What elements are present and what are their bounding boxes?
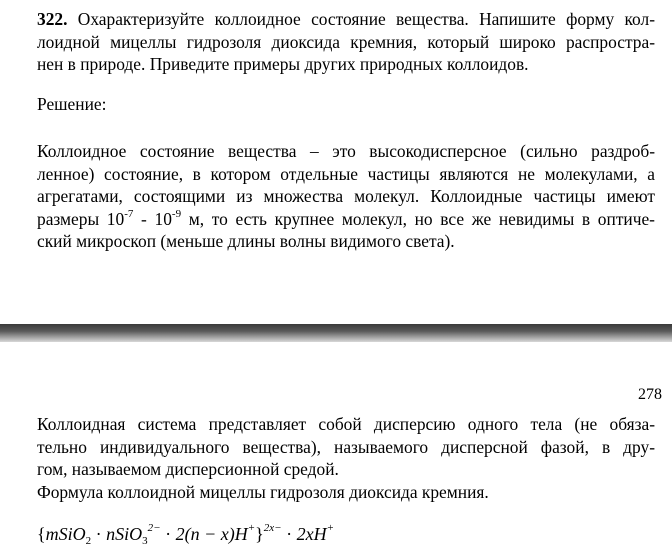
formula-counter-ions: 2xH: [296, 524, 327, 544]
task-number: 322.: [37, 9, 68, 29]
page-separator: [0, 324, 672, 342]
p1-line-4: размеры $10^{-7} - 10^{-9}$ м, то есть крупнее молекул, но все же невидимы в оптиче-: [37, 207, 655, 229]
p2-line-1: Коллоидная система представляет собой дисперсию одного тела (не обяза-: [37, 414, 655, 434]
formula-open-brace: {: [37, 524, 46, 544]
p2-line-2: тельно индивидуального вещества), называемого дисперсной фазой, в дру-: [37, 436, 655, 457]
task-line-3: нен в природе. Приведите примеры других природных коллоидов.: [37, 54, 529, 74]
formula-n-sio3: nSiO: [106, 524, 143, 544]
task-line-1: 322. Охарактеризуйте коллоидное состояние вещества. Напишите форму кол-: [37, 9, 655, 29]
paragraph-colloid-definition: [37, 140, 655, 253]
p2-formula-intro: Формула коллоидной мицеллы гидрозоля диоксида кремния.: [37, 481, 489, 502]
p1-line-2: ленное) состояние, в котором отдельные частицы являются не молекулами, а: [37, 163, 655, 184]
solution-label: Решение:: [37, 94, 107, 114]
p1-line-5: ский микроскоп (меньше длины волны видимого света).: [37, 231, 455, 251]
p1-line-1: Коллоидное состояние вещества – это высокодисперсное (сильно раздроб-: [37, 141, 655, 161]
task-line-2: лоидной мицеллы гидрозоля диоксида кремния, который широко распростра-: [37, 31, 655, 52]
formula-m-sio2: mSiO: [45, 524, 86, 544]
formula-potential-layer: 2(n − x)H: [175, 524, 248, 544]
p1-line-3: агрегатами, состоящими из множества молекул. Коллоидные частицы имеют: [37, 186, 655, 206]
formula-close-brace: }: [255, 524, 264, 544]
micelle-formula: {mSiO$_2$ · nSiO$_3^{2-}$ · 2(n − x)H+}$^{2x-}$ · 2xH+: [37, 522, 335, 547]
p2-line-3: гом, называемом дисперсионной средой.: [37, 459, 339, 479]
paragraph-colloid-system: [37, 413, 655, 503]
page-number: 278: [638, 386, 662, 403]
task-statement: [37, 8, 655, 76]
